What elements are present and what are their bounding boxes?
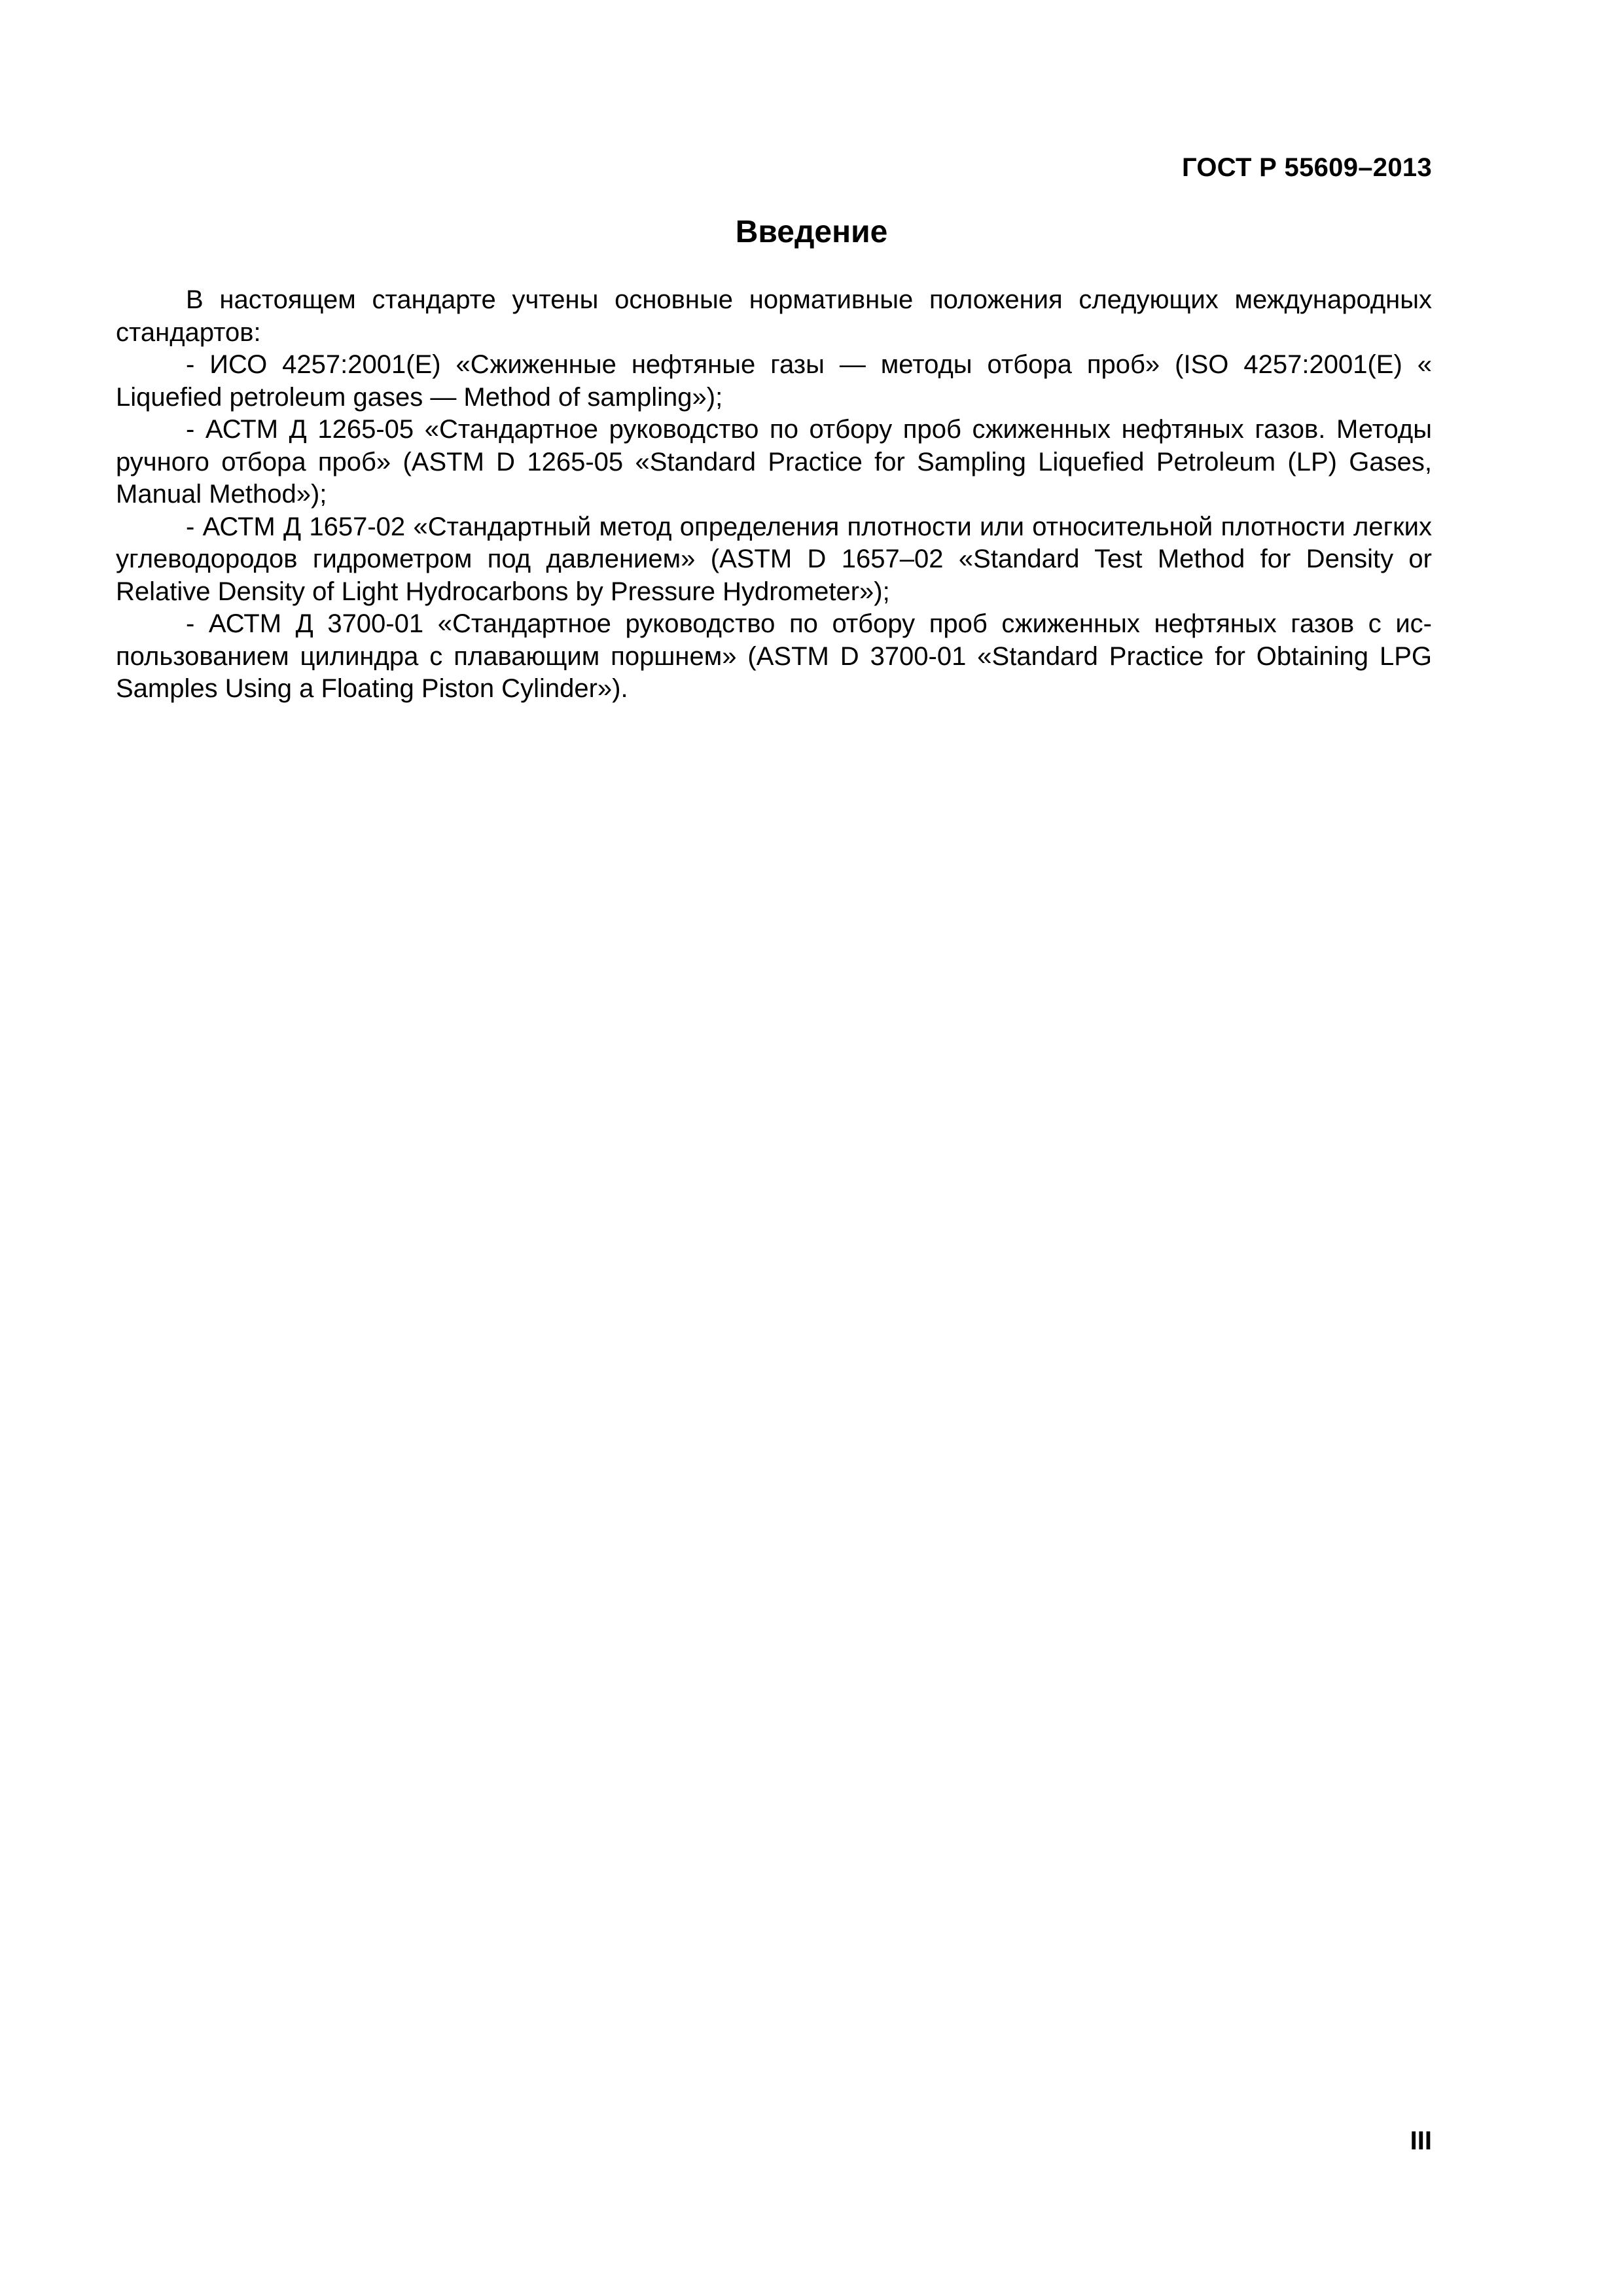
section-title: Введение [735, 215, 888, 249]
standard-item-iso-4257: - ИСО 4257:2001(Е) «Сжиженные нефтяные газы — методы отбора проб» (ISO 4257:2001(E) « Liquefied petroleum gases — Method of sampling»); [116, 350, 1432, 412]
standard-item-astm-d3700: - АСТМ Д 3700-01 «Стандартное руководство по отбору проб сжиженных нефтяных газов с использованием цилиндра с плавающим поршнем» (ASTM D 3700-01 «Standard Practice for Obtaining LPG Samples Using a Floating Piston Cylinder»). [116, 609, 1432, 703]
standard-item-astm-d1265: - АСТМ Д 1265-05 «Стандартное руководство по отбору проб сжиженных нефтяных газов. Методы ручного отбора проб» (ASTM D 1265-05 «Standard Practice for Sampling Liquefied Petroleum (LP) Gases, Manual Method»); [116, 415, 1432, 509]
standard-item-astm-d1657: - АСТМ Д 1657-02 «Стандартный метод определения плотности или относительной плотности легких углеводородов гидрометром под давлением» (ASTM D 1657–02 «Standard Test Method for Density or Relative Density of Light Hydrocarbons by Pressure Hydrometer»); [116, 512, 1432, 606]
document-code: ГОСТ Р 55609–2013 [1181, 153, 1432, 182]
intro-paragraph: В настоящем стандарте учтены основные нормативные положения следующих международных стандартов: [116, 285, 1432, 347]
page-number: III [1410, 2126, 1432, 2155]
body-text [116, 284, 1432, 706]
